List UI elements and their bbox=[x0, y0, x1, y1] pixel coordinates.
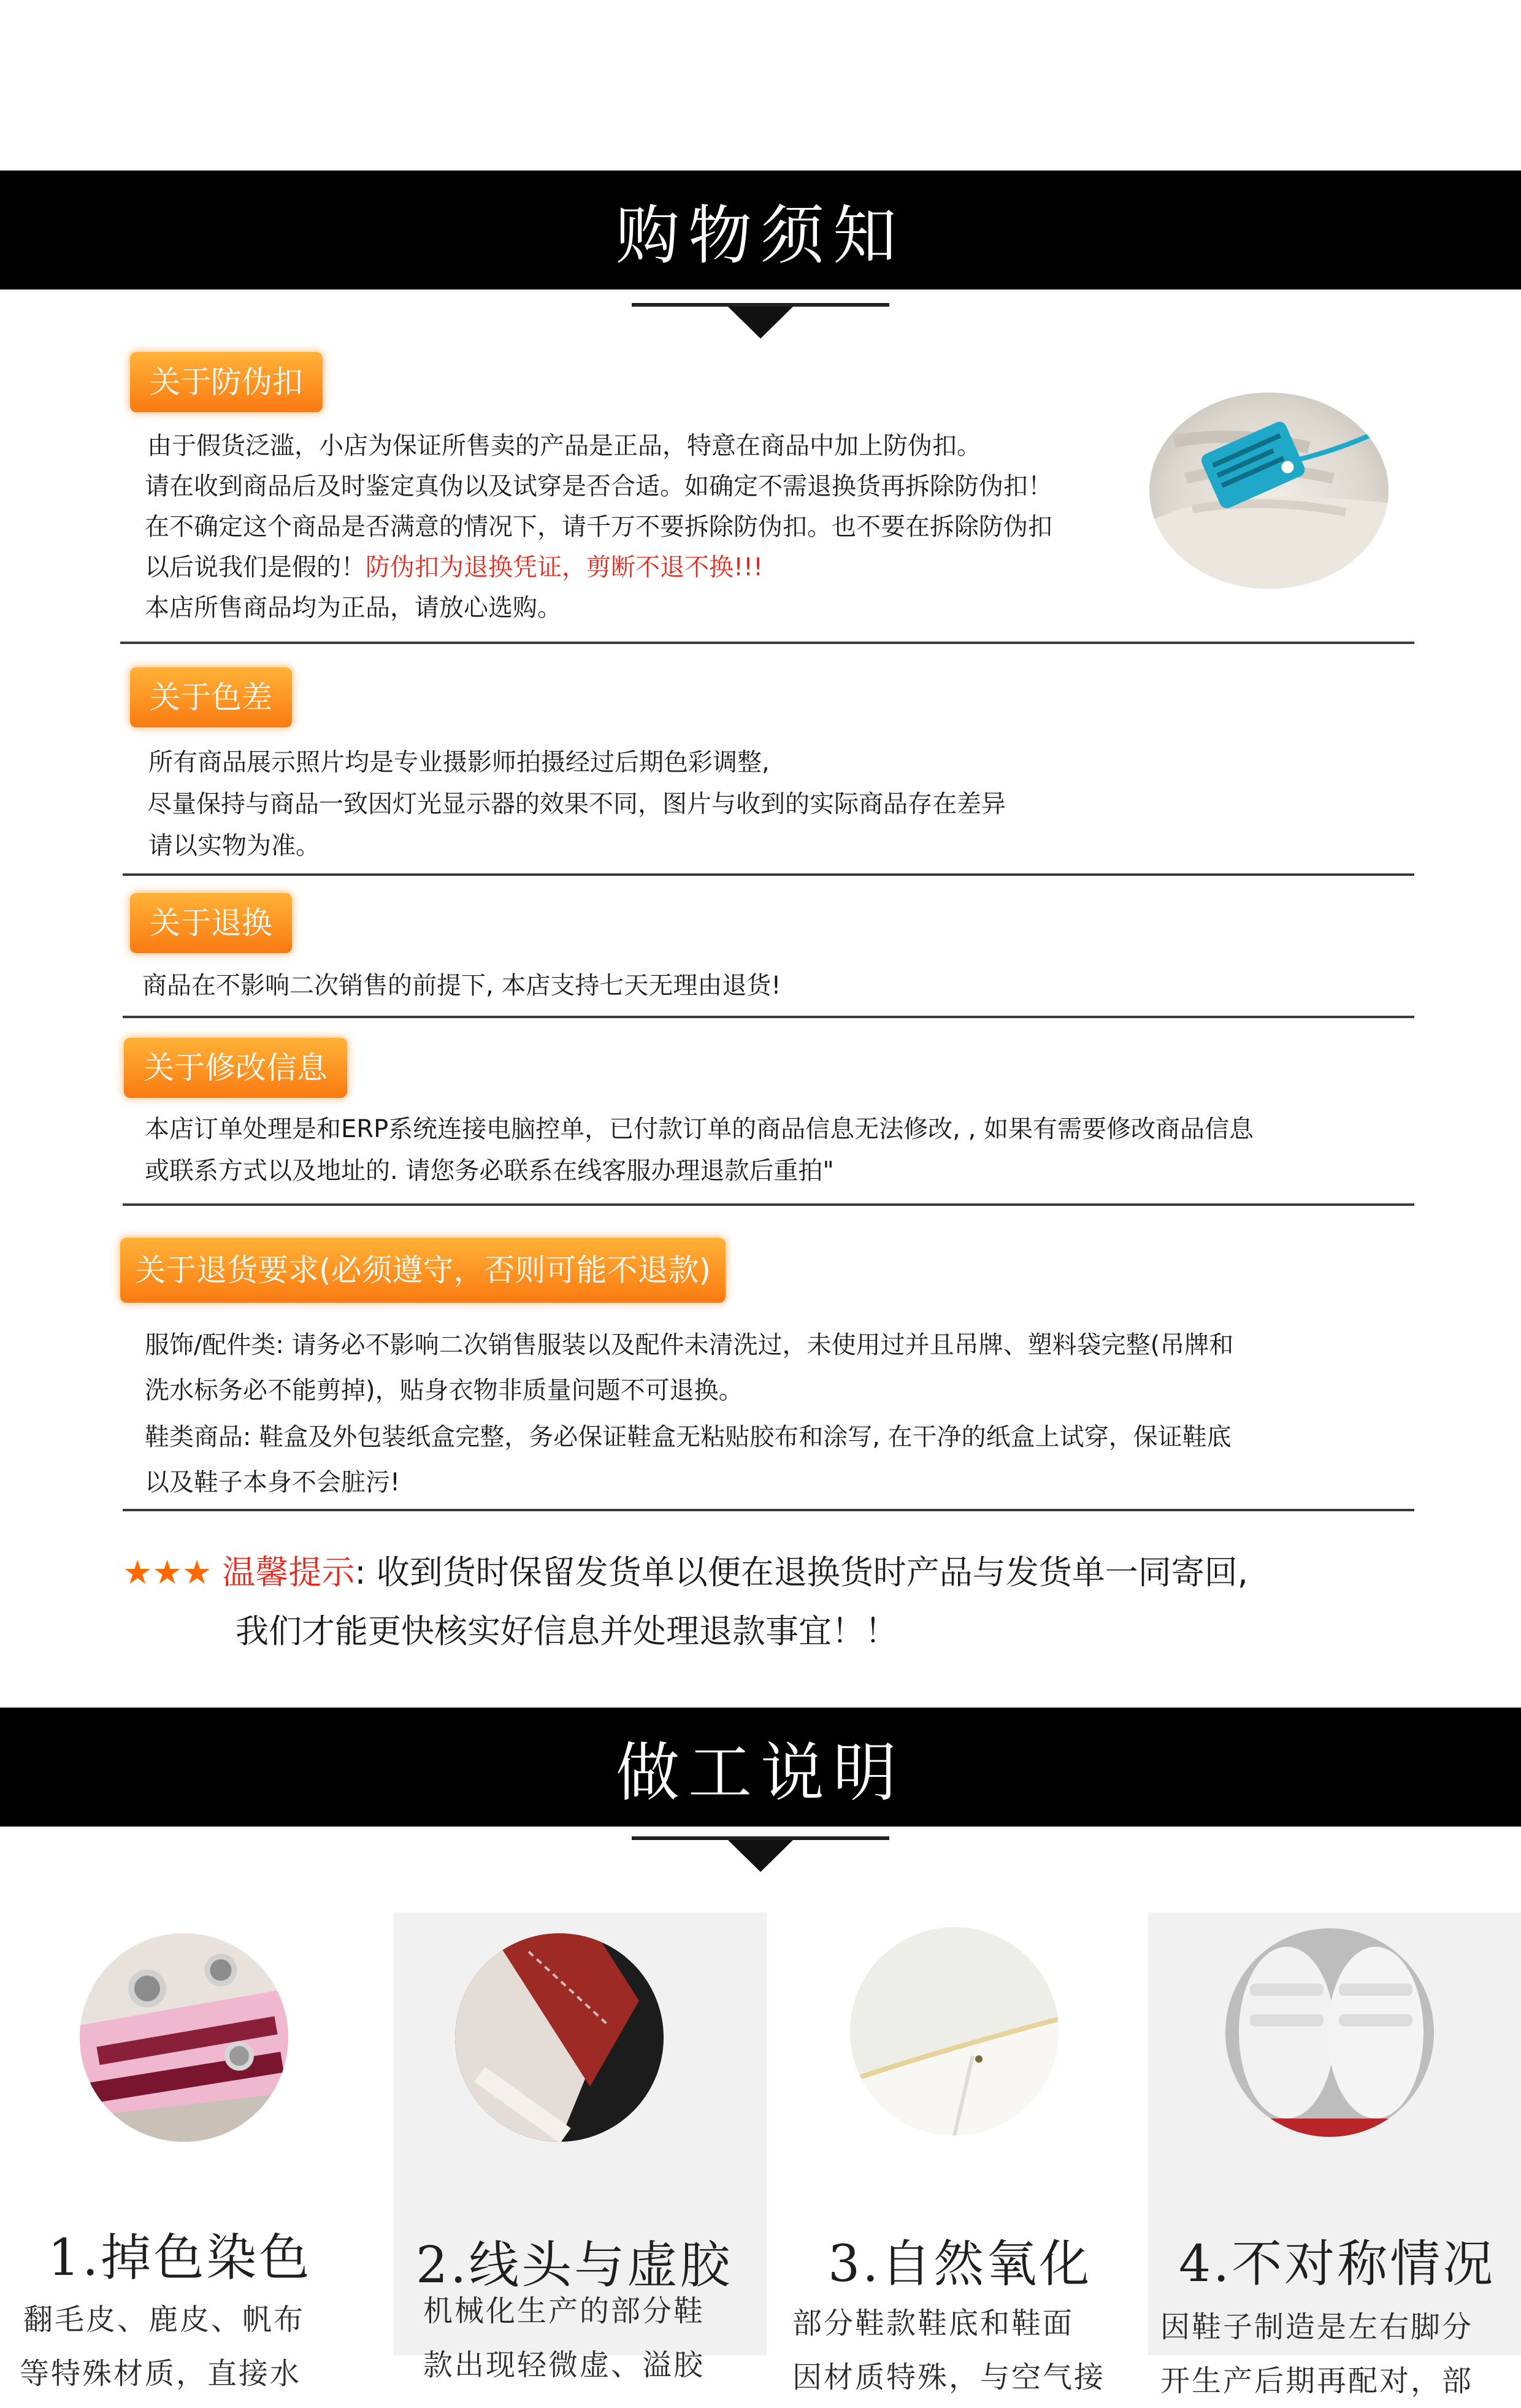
card-title-thread-glue: 2.线头与虚胶 bbox=[416, 2236, 733, 2295]
card-desc-thread-glue-1: 机械化生产的部分鞋 bbox=[423, 2294, 705, 2328]
anti-fake-tag-photo bbox=[1149, 393, 1389, 589]
modify-line-1: 本店订单处理是和ERP系统连接电脑控单，已付款订单的商品信息无法修改, , 如果有需要修改商品信息 bbox=[145, 1115, 1254, 1143]
tag-color-difference: 关于色差 bbox=[130, 667, 292, 727]
oxidation-photo bbox=[850, 1927, 1059, 2136]
workmanship-title: 做工说明 bbox=[615, 1735, 905, 1810]
requirement-line-4: 以及鞋子本身不会脏污! bbox=[145, 1468, 400, 1497]
divider bbox=[120, 642, 1414, 644]
star-rating-icon: ★★★ bbox=[123, 1553, 212, 1592]
workmanship-card-1 bbox=[0, 1912, 373, 2391]
asymmetry-photo bbox=[1225, 1928, 1434, 2137]
anti-fake-line-4: 以后说我们是假的！防伪扣为退换凭证，剪断不退不换!!! bbox=[145, 553, 764, 581]
anti-fake-warning: 防伪扣为退换凭证，剪断不退不换!!! bbox=[366, 553, 764, 581]
card-desc-asymmetry-1: 因鞋子制造是左右脚分 bbox=[1160, 2310, 1474, 2344]
color-line-1: 所有商品展示照片均是专业摄影师拍摄经过后期色彩调整, bbox=[148, 748, 770, 776]
card-title-oxidation: 3.自然氧化 bbox=[828, 2235, 1092, 2293]
color-line-3: 请以实物为准。 bbox=[148, 832, 320, 860]
card-title-fading: 1.掉色染色 bbox=[48, 2229, 312, 2287]
requirement-line-2: 洗水标务必不能剪掉)，贴身衣物非质量问题不可退换。 bbox=[145, 1376, 743, 1405]
card-desc-asymmetry-2: 开生产后期再配对，部 bbox=[1160, 2364, 1474, 2398]
requirement-line-3: 鞋类商品: 鞋盒及外包装纸盒完整，务必保证鞋盒无粘贴胶布和涂写, 在干净的纸盒上试穿，保证鞋底 bbox=[145, 1423, 1232, 1451]
divider bbox=[123, 873, 1414, 876]
color-line-2: 尽量保持与商品一致因灯光显示器的效果不同，图片与收到的实际商品存在差异 bbox=[147, 790, 1006, 818]
card-desc-oxidation-2: 因材质特殊，与空气接 bbox=[792, 2360, 1106, 2395]
tag-anti-fake: 关于防伪扣 bbox=[130, 352, 323, 412]
warm-tip-line-2: 我们才能更快核实好信息并处理退款事宜！！ bbox=[236, 1612, 898, 1651]
workmanship-card-4 bbox=[1148, 1912, 1521, 2398]
anti-fake-line-1: 由于假货泛滥，小店为保证所售卖的产品是正品，特意在商品中加上防伪扣。 bbox=[147, 432, 981, 460]
workmanship-card-2 bbox=[394, 1912, 767, 2382]
card-title-asymmetry: 4.不对称情况 bbox=[1179, 2235, 1496, 2293]
fading-canvas-shoe-photo bbox=[80, 1933, 288, 2142]
tag-return: 关于退换 bbox=[130, 893, 292, 953]
anti-fake-line-3: 在不确定这个商品是否满意的情况下，请千万不要拆除防伪扣。也不要在拆除防伪扣 bbox=[145, 513, 1052, 541]
shopping-notice-title: 购物须知 bbox=[615, 198, 905, 273]
workmanship-card-3 bbox=[774, 1912, 1147, 2395]
card-desc-oxidation-1: 部分鞋款鞋底和鞋面 bbox=[792, 2306, 1075, 2341]
warm-tip-text-1: : 收到货时保留发货单以便在退换货时产品与发货单一同寄回, bbox=[354, 1553, 1248, 1592]
divider bbox=[123, 1016, 1414, 1018]
card-desc-fading-2: 等特殊材质，直接水 bbox=[20, 2356, 302, 2391]
requirement-line-1: 服饰/配件类: 请务必不影响二次销售服装以及配件未清洗过，未使用过并且吊牌、塑料袋完整(吊牌和 bbox=[145, 1331, 1234, 1359]
card-desc-thread-glue-2: 款出现轻微虚、溢胶 bbox=[423, 2348, 705, 2382]
divider bbox=[123, 1509, 1414, 1511]
warm-tip-label: 温馨提示 bbox=[222, 1553, 355, 1592]
anti-fake-line-5: 本店所售商品均为正品，请放心选购。 bbox=[145, 594, 562, 622]
modify-line-2: 或联系方式以及地址的. 请您务必联系在线客服办理退款后重拍" bbox=[145, 1157, 834, 1185]
anti-fake-line-2: 请在收到商品后及时鉴定真伪以及试穿是否合适。如确定不需退换货再拆除防伪扣！ bbox=[145, 472, 1052, 500]
tag-return-requirements: 关于退货要求(必须遵守，否则可能不退款) bbox=[120, 1238, 726, 1303]
card-desc-fading-1: 翻毛皮、鹿皮、帆布 bbox=[23, 2303, 305, 2337]
warm-tip-line-1 bbox=[123, 1543, 1248, 1602]
tag-modify-info: 关于修改信息 bbox=[124, 1038, 347, 1098]
shopping-notice-banner bbox=[0, 171, 1521, 289]
workmanship-banner bbox=[0, 1708, 1521, 1827]
thread-glue-photo bbox=[455, 1933, 664, 2142]
return-line: 商品在不影响二次销售的前提下, 本店支持七天无理由退货! bbox=[142, 972, 781, 1000]
divider bbox=[123, 1203, 1414, 1206]
